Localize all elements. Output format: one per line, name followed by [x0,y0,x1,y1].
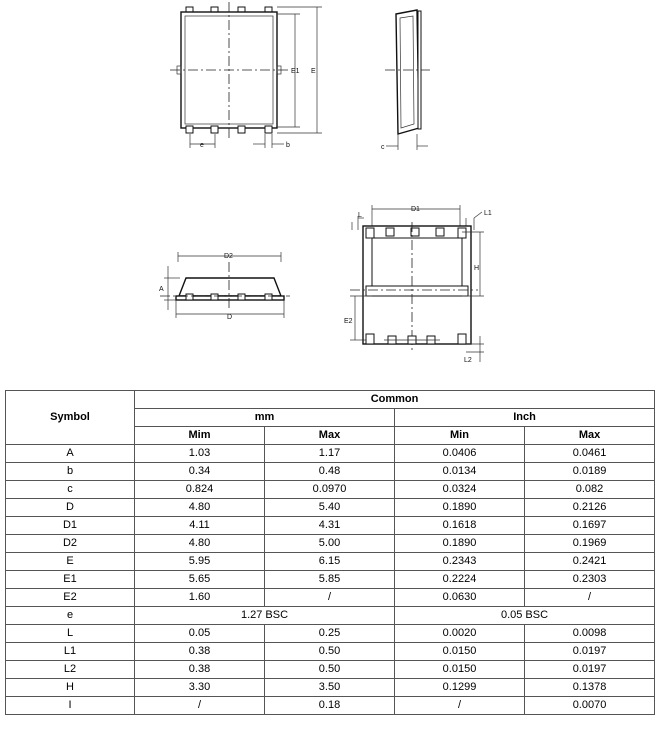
cell-mm-max: 5.00 [265,535,395,553]
cell-mm-max: 0.18 [265,697,395,715]
dimension-table [5,390,655,715]
cell-mm-min: 5.65 [135,571,265,589]
cell-symbol: c [6,481,135,499]
dim-label-h: H [474,265,480,272]
cell-inch-min: 0.1618 [395,517,525,535]
cell-mm-min: 0.05 [135,625,265,643]
header-inch-max: Max [525,427,655,445]
cell-symbol: D1 [6,517,135,535]
cell-mm-min: 0.34 [135,463,265,481]
table-row [6,535,655,553]
bottom-view [344,205,492,364]
cell-mm-max: 6.15 [265,553,395,571]
cell-mm-max: / [265,589,395,607]
cell-symbol: L2 [6,661,135,679]
cell-inch-max: 0.0197 [525,643,655,661]
table-row [6,589,655,607]
dim-label-b: b [286,142,290,149]
cell-inch-min: 0.1890 [395,499,525,517]
header-inch-min: Min [395,427,525,445]
cell-inch-max: 0.0070 [525,697,655,715]
cell-symbol: D2 [6,535,135,553]
cell-mm-max: 3.50 [265,679,395,697]
dimension-table-body [6,445,655,715]
dim-label-d2: D2 [224,253,233,260]
dim-label-a: A [159,286,164,293]
cell-symbol: D [6,499,135,517]
table-row [6,463,655,481]
cell-inch-min: 0.1299 [395,679,525,697]
cell-inch-min: 0.2343 [395,553,525,571]
header-inch: Inch [395,409,655,427]
dim-label-l2: L2 [464,357,472,364]
cell-mm-min: 3.30 [135,679,265,697]
table-row [6,607,655,625]
dim-label-e1: E1 [291,68,300,75]
top-view [170,2,322,149]
cell-inch-max: 0.0197 [525,661,655,679]
dim-label-pitch: e [200,142,204,149]
dim-label-c: c [381,144,385,151]
table-row [6,517,655,535]
cell-inch-min: 0.0134 [395,463,525,481]
cell-inch-min: 0.2224 [395,571,525,589]
cell-mm-max: 0.25 [265,625,395,643]
table-row [6,679,655,697]
dim-label-l1: L1 [484,210,492,217]
cell-mm-max: 5.40 [265,499,395,517]
cell-inch-max: 0.2303 [525,571,655,589]
cell-mm-min: 0.38 [135,643,265,661]
dim-label-d: D [227,314,233,321]
cell-inch-min: / [395,697,525,715]
cell-symbol: E [6,553,135,571]
cell-symbol: b [6,463,135,481]
cell-inch-max: 0.1378 [525,679,655,697]
cell-mm-min: 4.80 [135,535,265,553]
cell-mm-min: 1.60 [135,589,265,607]
header-mm-min: Mim [135,427,265,445]
cell-inch-max: 0.2126 [525,499,655,517]
cell-inch-max: 0.0098 [525,625,655,643]
cell-mm-min: 4.80 [135,499,265,517]
cell-inch-min: 0.0324 [395,481,525,499]
cell-symbol: E2 [6,589,135,607]
cell-inch-min: 0.0020 [395,625,525,643]
table-row [6,571,655,589]
cell-symbol: L [6,625,135,643]
dim-label-e: E [311,68,316,75]
cell-symbol: L1 [6,643,135,661]
cell-inch-max: 0.1969 [525,535,655,553]
cell-inch-max: 0.082 [525,481,655,499]
cell-inch-min: 0.0150 [395,661,525,679]
cell-mm-min: 1.03 [135,445,265,463]
cell-inch-max: / [525,589,655,607]
header-mm-max: Max [265,427,395,445]
header-symbol: Symbol [6,391,135,445]
side-view [381,10,430,151]
cell-mm-min: / [135,697,265,715]
cell-mm-max: 0.48 [265,463,395,481]
cell-inch-min: 0.1890 [395,535,525,553]
cell-mm-min: 5.95 [135,553,265,571]
cell-mm-min: 0.824 [135,481,265,499]
cell-mm-max: 4.31 [265,517,395,535]
cell-symbol: I [6,697,135,715]
header-common: Common [135,391,655,409]
cell-symbol: A [6,445,135,463]
cell-inch-bsc: 0.05 BSC [395,607,655,625]
table-row [6,553,655,571]
cell-mm-max: 0.50 [265,643,395,661]
cell-mm-max: 0.0970 [265,481,395,499]
table-row [6,445,655,463]
cell-mm-min: 4.11 [135,517,265,535]
cell-mm-max: 5.85 [265,571,395,589]
table-row [6,661,655,679]
table-row [6,643,655,661]
dim-label-d1: D1 [411,206,420,213]
table-row [6,697,655,715]
front-view [159,252,290,321]
dim-label-l: L [358,212,362,219]
cell-inch-max: 0.1697 [525,517,655,535]
cell-inch-max: 0.0461 [525,445,655,463]
cell-mm-bsc: 1.27 BSC [135,607,395,625]
cell-symbol: e [6,607,135,625]
cell-symbol: H [6,679,135,697]
table-row [6,481,655,499]
cell-symbol: E1 [6,571,135,589]
cell-inch-max: 0.2421 [525,553,655,571]
cell-inch-max: 0.0189 [525,463,655,481]
dim-label-e2: E2 [344,318,353,325]
table-row [6,625,655,643]
cell-mm-max: 0.50 [265,661,395,679]
cell-mm-min: 0.38 [135,661,265,679]
cell-mm-max: 1.17 [265,445,395,463]
cell-inch-min: 0.0150 [395,643,525,661]
table-row [6,499,655,517]
cell-inch-min: 0.0630 [395,589,525,607]
header-mm: mm [135,409,395,427]
cell-inch-min: 0.0406 [395,445,525,463]
